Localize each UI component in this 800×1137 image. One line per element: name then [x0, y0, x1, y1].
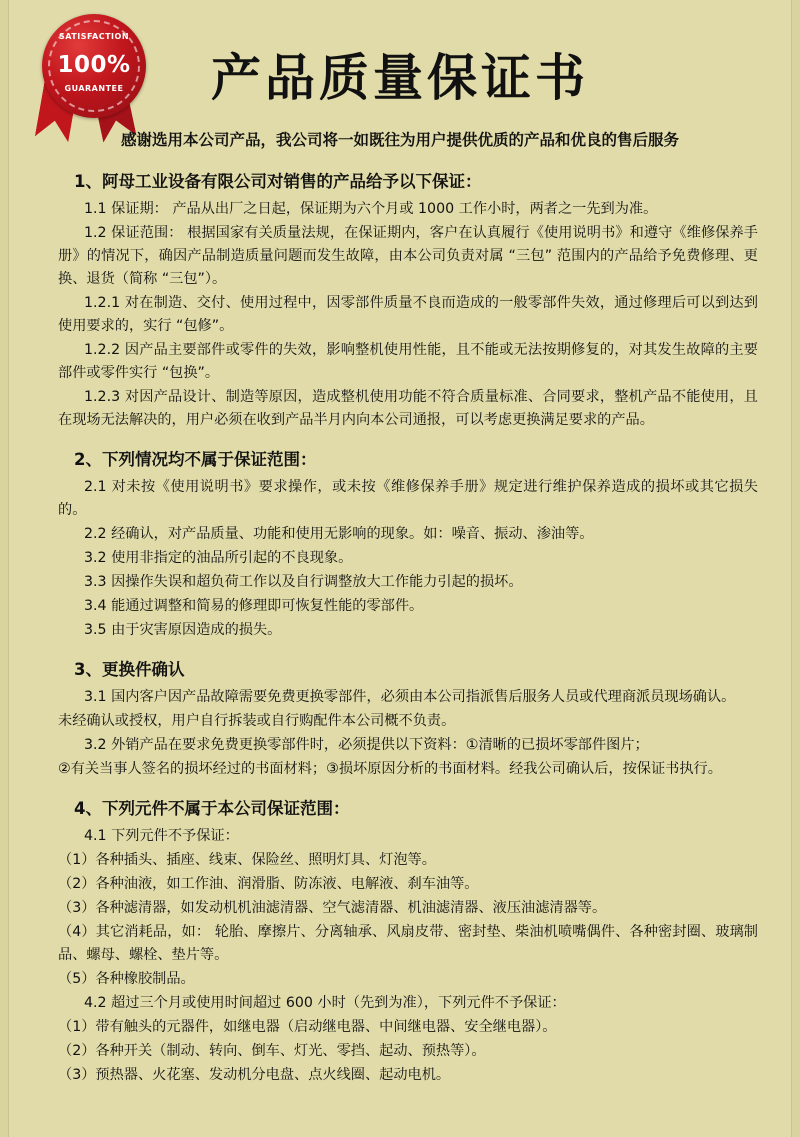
page-right-edge — [791, 0, 800, 1137]
section-2 — [58, 446, 758, 642]
section-4-para-5: （4）其它消耗品，如： 轮胎、摩擦片、分离轴承、风扇皮带、密封垫、柴油机喷嘴偶件、各种密封圈、玻璃制品、螺母、螺栓、垫片等。 — [58, 924, 758, 963]
section-2-heading: 2、下列情况均不属于保证范围： — [74, 450, 317, 469]
section-2-para-5: 3.4 能通过调整和简易的修理即可恢复性能的零部件。 — [84, 598, 424, 614]
section-4-para-8: （1）带有触头的元器件，如继电器（启动继电器、中间继电器、安全继电器）。 — [58, 1019, 557, 1035]
section-1-para-5: 1.2.3 对因产品设计、制造等原因，造成整机使用功能不符合质量标准、合同要求，整机产品不能使用，且在现场无法解决的，用户必须在收到产品半月内向本公司通报，可以考虑更换满足要求的产品。 — [58, 389, 758, 428]
section-3-para-4: ②有关当事人签名的损坏经过的书面材料；③损坏原因分析的书面材料。经我公司确认后，按保证书执行。 — [58, 761, 722, 777]
section-4 — [58, 795, 758, 1087]
section-4-para-2: （1）各种插头、插座、线束、保险丝、照明灯具、灯泡等。 — [58, 852, 436, 868]
section-2-para-4: 3.3 因操作失误和超负荷工作以及自行调整放大工作能力引起的损坏。 — [84, 574, 523, 590]
section-2-para-6: 3.5 由于灾害原因造成的损失。 — [84, 622, 282, 638]
section-4-para-1: 4.1 下列元件不予保证： — [84, 828, 239, 844]
page-left-edge — [0, 0, 9, 1137]
section-4-para-10: （3）预热器、火花塞、发动机分电盘、点火线圈、起动电机。 — [58, 1067, 451, 1083]
document-body — [58, 168, 758, 1101]
section-4-para-4: （3）各种滤清器，如发动机机油滤清器、空气滤清器、机油滤清器、液压油滤清器等。 — [58, 900, 607, 916]
page-subtitle: 感谢选用本公司产品，我公司将一如既往为用户提供优质的产品和优良的售后服务 — [120, 131, 679, 149]
seal-center-text: 100% — [57, 52, 131, 78]
section-1-para-1: 1.1 保证期： 产品从出厂之日起，保证期为六个月或 1000 工作小时，两者之一先到为准。 — [84, 201, 658, 217]
section-3 — [58, 656, 758, 781]
section-2-para-2: 2.2 经确认，对产品质量、功能和使用无影响的现象。如：噪音、振动、渗油等。 — [84, 526, 594, 542]
section-4-heading: 4、下列元件不属于本公司保证范围： — [74, 799, 350, 818]
section-1-para-2: 1.2 保证范围： 根据国家有关质量法规，在保证期内，客户在认真履行《使用说明书》和遵守《维修保养手册》的情况下，确因产品制造质量问题而发生故障，由本公司负责对属 “三包” 范围内的产品给予免费修理、更换、退货（简称 “三包”）。 — [58, 225, 758, 287]
section-3-para-3: 3.2 外销产品在要求免费更换零部件时，必须提供以下资料：①清晰的已损坏零部件图片； — [84, 737, 649, 753]
document-content — [20, 0, 780, 1137]
section-1 — [58, 168, 758, 432]
section-1-heading: 1、阿母工业设备有限公司对销售的产品给予以下保证： — [74, 172, 482, 191]
seal-bottom-text: GUARANTEE — [64, 84, 124, 93]
section-4-para-9: （2）各种开关（制动、转向、倒车、灯光、零挡、起动、预热等）。 — [58, 1043, 486, 1059]
section-2-para-1: 2.1 对未按《使用说明书》要求操作，或未按《维修保养手册》规定进行维护保养造成的损坏或其它损失的。 — [58, 479, 758, 518]
section-3-heading: 3、更换件确认 — [74, 660, 185, 679]
section-4-para-7: 4.2 超过三个月或使用时间超过 600 小时（先到为准），下列元件不予保证： — [84, 995, 566, 1011]
section-3-para-2: 未经确认或授权，用户自行拆装或自行购配件本公司概不负责。 — [58, 713, 456, 729]
page-title: 产品质量保证书 — [211, 49, 589, 107]
section-4-para-3: （2）各种油液，如工作油、润滑脂、防冻液、电解液、刹车油等。 — [58, 876, 479, 892]
section-2-para-3: 3.2 使用非指定的油品所引起的不良现象。 — [84, 550, 353, 566]
seal-top-text: SATISFACTION — [58, 32, 130, 41]
section-1-para-3: 1.2.1 对在制造、交付、使用过程中，因零部件质量不良而造成的一般零部件失效，通过修理后可以到达到使用要求的，实行 “包修”。 — [58, 295, 758, 334]
section-1-para-4: 1.2.2 因产品主要部件或零件的失效，影响整机使用性能，且不能或无法按期修复的，对其发生故障的主要部件或零件实行 “包换”。 — [58, 342, 758, 381]
section-3-para-1: 3.1 国内客户因产品故障需要免费更换零部件，必须由本公司指派售后服务人员或代理商派员现场确认。 — [84, 689, 736, 705]
section-4-para-6: （5）各种橡胶制品。 — [58, 971, 195, 987]
